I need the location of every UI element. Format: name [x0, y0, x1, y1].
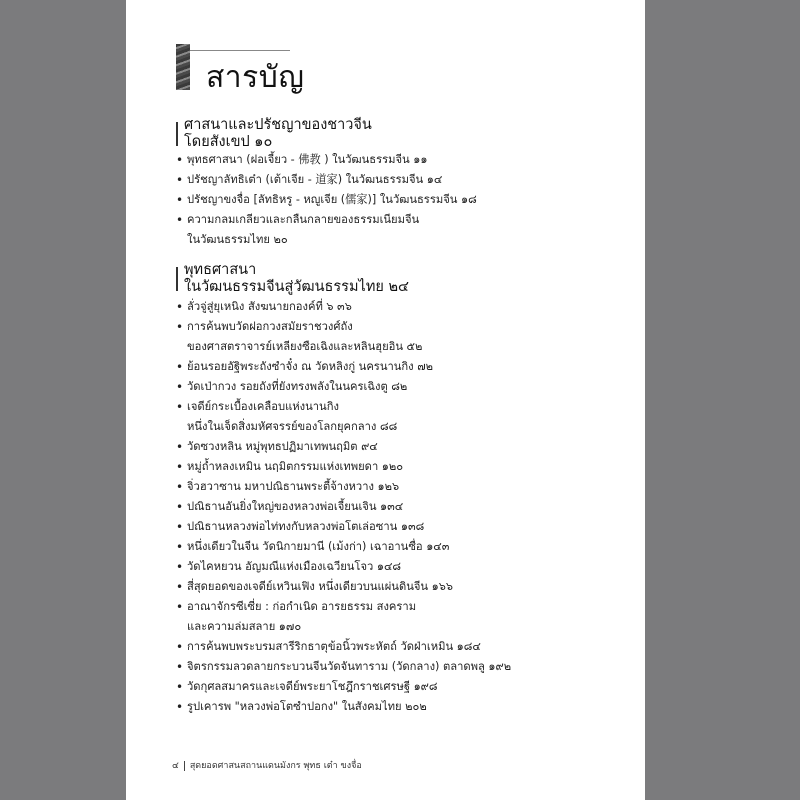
page-number: ๔ — [172, 761, 179, 771]
toc-item[interactable] — [176, 557, 511, 577]
toc-item[interactable] — [176, 357, 511, 377]
toc-item[interactable] — [176, 597, 511, 637]
book-title: สุดยอดศาสนสถานแดนมังกร พุทธ เต๋า ขงจื่อ — [189, 761, 362, 771]
toc-item-text: วัดเป่ากวง รอยถังที่ยังทรงพลังในนครเฉิงตู ๘๒ — [187, 380, 408, 393]
toc-item-text: ปณิธานอันยิ่งใหญ่ของหลวงพ่อเจี้ยนเจิน ๑๓๔ — [187, 500, 404, 513]
section-heading — [184, 117, 372, 151]
toc-item[interactable] — [176, 657, 511, 677]
toc-item[interactable] — [176, 210, 477, 250]
toc-item[interactable] — [176, 537, 511, 557]
toc-item-text: วัดไคหยวน อัญมณีแห่งเมืองเฉวียนโจว ๑๔๘ — [187, 560, 402, 573]
title-decoration-bar — [176, 44, 190, 90]
toc-item-text-cont: ของศาสตราจารย์เหลียงซือเฉิงและหลินฮุยอิน ๕๒ — [187, 340, 423, 353]
toc-item[interactable] — [176, 317, 511, 357]
section-heading-line: พุทธศาสนา — [184, 262, 257, 278]
toc-item-text: • ความกลมเกลียวและกลืนกลายของธรรมเนียมจีน — [187, 213, 420, 226]
toc-item-text: วัดซวงหลิน หมู่พุทธปฏิมาเทพนฤมิต ๙๔ — [187, 440, 378, 453]
toc-item-text: จิ่วฮวาซาน มหาปณิธานพระตี้จ้างหวาง ๑๒๖ — [187, 480, 400, 493]
toc-item[interactable] — [176, 190, 477, 210]
toc-item-text-cont: และความล่มสลาย ๑๗๐ — [187, 620, 302, 633]
toc-item-text: การค้นพบพระบรมสารีริกธาตุข้อนิ้วพระหัตถ์ วัดฝ่าเหมิน ๑๘๔ — [187, 640, 481, 653]
toc-item-text: ปณิธานหลวงพ่อไท่ทงกับหลวงพ่อโตเล่อซาน ๑๓๘ — [187, 520, 425, 533]
section-heading — [184, 262, 409, 296]
toc-item[interactable] — [176, 637, 511, 657]
section-heading-line: ในวัฒนธรรมจีนสู่วัฒนธรรมไทย ๒๔ — [184, 279, 410, 295]
toc-list — [176, 297, 511, 717]
top-rule — [180, 50, 290, 51]
toc-item-text: • การค้นพบวัดฝอกวงสมัยราชวงศ์ถัง — [187, 320, 353, 333]
toc-item-text: วัดกุศลสมาครและเจดีย์พระยาโชฎึกราชเศรษฐี ๑๙๘ — [187, 680, 438, 693]
toc-item[interactable] — [176, 577, 511, 597]
toc-item[interactable] — [176, 697, 511, 717]
toc-item[interactable] — [176, 377, 511, 397]
footer-divider — [184, 761, 185, 771]
toc-item-text: ลั่วจู่สู่ยุเหนิง สังฆนายกองค์ที่ ๖ ๓๖ — [187, 300, 352, 313]
toc-item-text: • อาณาจักรซีเซี่ย : ก่อกำเนิด อารยธรรม สงคราม — [187, 600, 417, 613]
section-heading-line: ศาสนาและปรัชญาของชาวจีน — [184, 117, 372, 133]
toc-item[interactable] — [176, 677, 511, 697]
toc-item[interactable] — [176, 150, 477, 170]
section-marker — [176, 122, 178, 146]
toc-item-text: ปรัชญาลัทธิเต๋า (เต้าเจีย - 道家) ในวัฒนธรรมจีน ๑๔ — [187, 173, 443, 186]
toc-item[interactable] — [176, 497, 511, 517]
toc-item-text: ย้อนรอยอัฐิพระถังซำจั๋ง ณ วัดหลิงกู่ นครนานกิง ๗๒ — [187, 360, 433, 373]
section-heading-line: โดยสังเขป ๑๐ — [184, 134, 273, 150]
section-marker — [176, 267, 178, 291]
toc-item[interactable] — [176, 457, 511, 477]
toc-item-text: • เจดีย์กระเบื้องเคลือบแห่งนานกิง — [187, 400, 339, 413]
toc-item-text: รูปเคารพ "หลวงพ่อโตซำปอกง" ในสังคมไทย ๒๐๒ — [187, 700, 427, 713]
toc-item-text-cont: หนึ่งในเจ็ดสิ่งมหัศจรรย์ของโลกยุคกลาง ๘๘ — [187, 420, 398, 433]
toc-item-text: จิตรกรรมลวดลายกระบวนจีนวัดจันทาราม (วัดกลาง) ตลาดพลู ๑๙๒ — [187, 660, 512, 673]
page-title: สารบัญ — [206, 60, 305, 95]
toc-item-text: ปรัชญาขงจื่อ [ลัทธิหรู - หญูเจีย (儒家)] ในวัฒนธรรมจีน ๑๘ — [187, 193, 477, 206]
toc-item[interactable] — [176, 517, 511, 537]
toc-item[interactable] — [176, 397, 511, 437]
page-footer — [172, 758, 362, 772]
toc-item[interactable] — [176, 477, 511, 497]
toc-list — [176, 150, 477, 250]
toc-item-text: หมู่ถ้ำหลงเหมิน นฤมิตกรรมแห่งเทพยดา ๑๒๐ — [187, 460, 404, 473]
toc-item-text: หนึ่งเดียวในจีน วัดนิกายมานี (เม้งก่า) เฉาอานซื่อ ๑๔๓ — [187, 540, 450, 553]
toc-item[interactable] — [176, 437, 511, 457]
toc-item[interactable] — [176, 297, 511, 317]
toc-item-text-cont: ในวัฒนธรรมไทย ๒๐ — [187, 233, 288, 246]
toc-item[interactable] — [176, 170, 477, 190]
toc-item-text: พุทธศาสนา (ฝอเจี้ยว - 佛教 ) ในวัฒนธรรมจีน ๑๑ — [187, 153, 428, 166]
toc-item-text: สี่สุดยอดของเจดีย์เหวินเฟิง หนึ่งเดียวบนแผ่นดินจีน ๑๖๖ — [187, 580, 453, 593]
